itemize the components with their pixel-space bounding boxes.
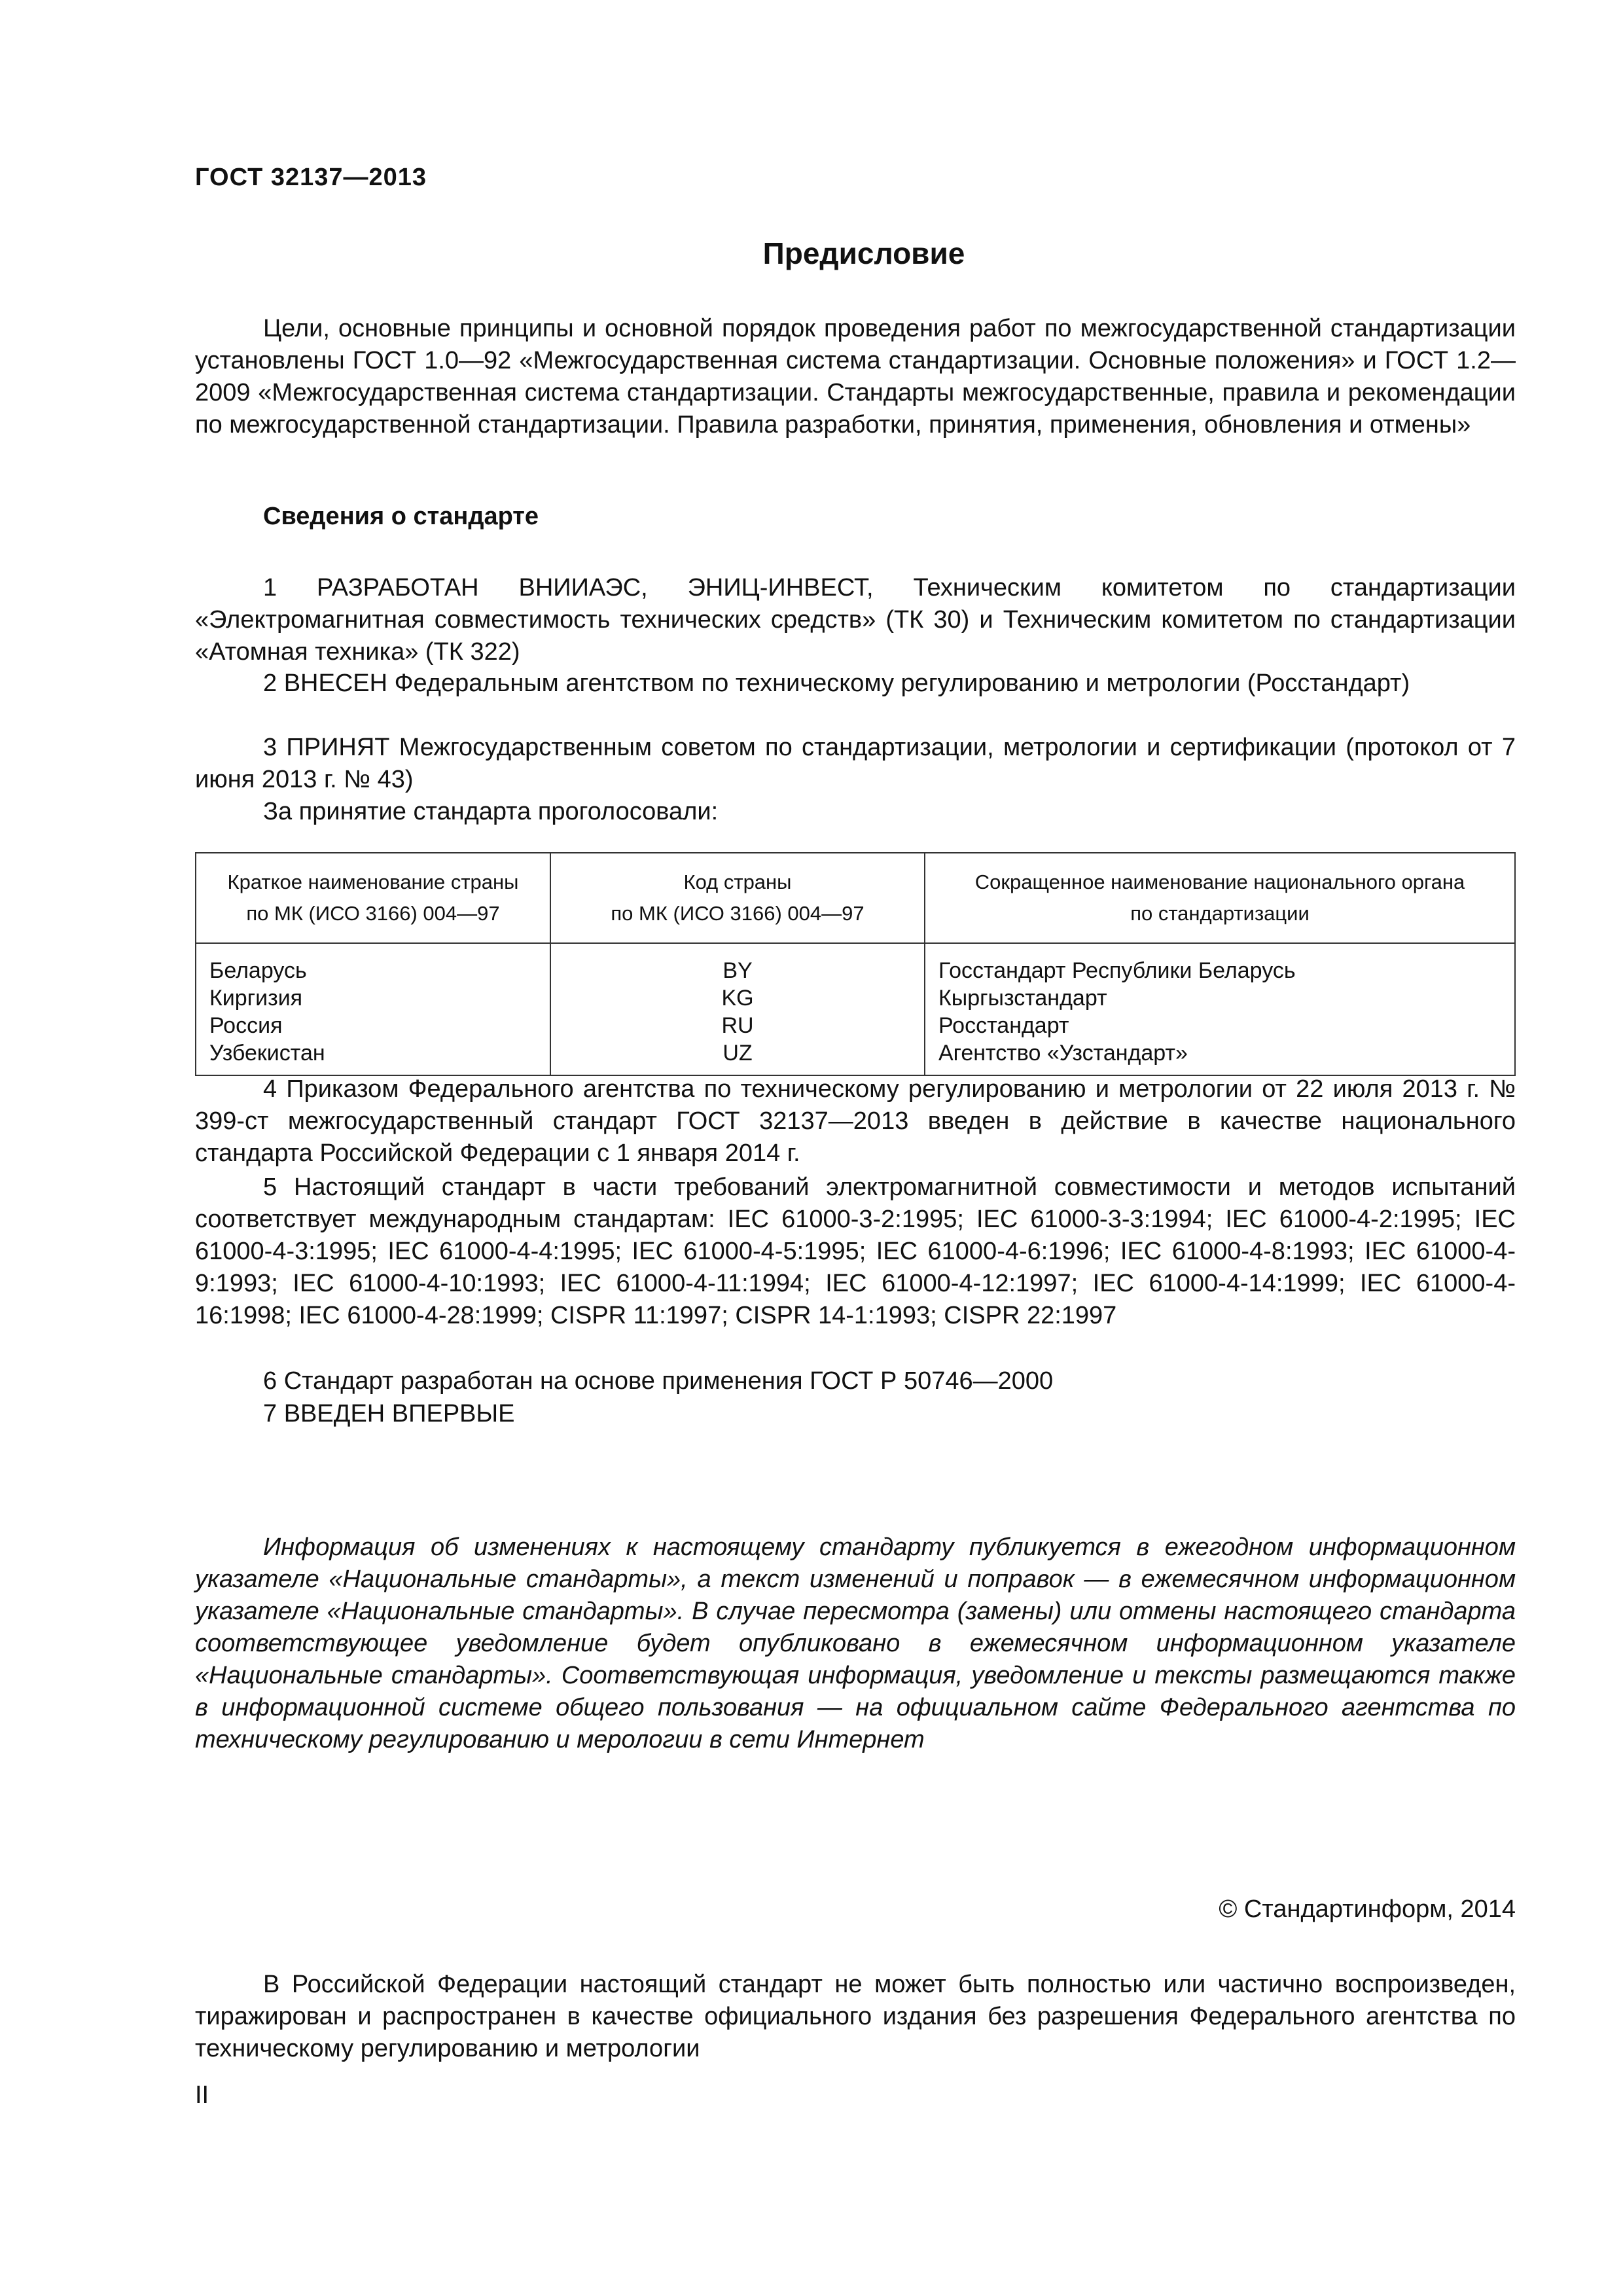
country-name: Узбекистан <box>209 1041 325 1066</box>
reproduction-rights-notice: В Российской Федерации настоящий стандарт не может быть полностью или частично воспроизведен, тиражирован и распространен в качестве официального издания без разрешения Федерального агентства по техническому регулированию и метрологии <box>195 1971 1516 2062</box>
country-code: UZ <box>722 1041 753 1066</box>
item-6-basis: 6 Стандарт разработан на основе применения ГОСТ Р 50746—2000 <box>263 1367 1054 1395</box>
table-row <box>196 943 1515 1075</box>
code-column <box>550 943 925 1075</box>
page-number: II <box>195 2081 209 2109</box>
table-header-row <box>196 853 1515 943</box>
item-1-developed: 1 РАЗРАБОТАН ВНИИАЭС, ЭНИЦ-ИНВЕСТ, Техническим комитетом по стандартизации «Электромагнитная совместимость технических средств» (ТК 30) и Техническим комитетом по стандартизации «Атомная техника» (ТК 322) <box>195 574 1516 666</box>
national-body-name: Агентство «Узстандарт» <box>938 1041 1188 1066</box>
intro-paragraph: Цели, основные принципы и основной порядок проведения работ по межгосударственной стандартизации установлены ГОСТ 1.0—92 «Межгосударственная система стандартизации. Основные положения» и ГОСТ 1.2—2009 «Межгосударственная система стандартизации. Стандарты межгосударственные, правила и рекомендации по межгосударственной стандартизации. Правила разработки, принятия, применения, обновления и отмены» <box>195 315 1516 439</box>
country-name: Беларусь <box>209 958 307 983</box>
national-body-column <box>925 943 1515 1075</box>
national-body-name: Росстандарт <box>938 1013 1069 1038</box>
country-code: BY <box>722 958 753 983</box>
header-national-body: Сокращенное наименование национального органа по стандартизации <box>925 853 1515 943</box>
vote-intro: За принятие стандарта проголосовали: <box>263 798 719 825</box>
item-5-compliance: 5 Настоящий стандарт в части требований электромагнитной совместимости и методов испытаний соответствует международным стандартам: IEC 61000-3-2:1995; IEC 61000-3-3:1994; IEC 61000-4-2:1995; IEC 61000-4-3:1995; IEC 61000-4-4:1995; IEC 61000-4-5:1995; IEC 61000-4-6:1996; IEC 61000-4-8:1993; IEC 61000-4-9:1993; IEC 61000-4-10:1993; IEC 61000-4-11:1994; IEC 61000-4-12:1997; IEC 61000-4-14:1999; IEC 61000-4-16:1998; IEC 61000-4-28:1999; CISPR 11:1997; CISPR 14-1:1993; CISPR 22:1997 <box>195 1174 1516 1329</box>
voting-countries-table <box>195 852 1516 1076</box>
country-name: Россия <box>209 1013 283 1038</box>
copyright-notice: © Стандартинформ, 2014 <box>1219 1895 1516 1923</box>
header-country-name: Краткое наименование страны по МК (ИСО 3166) 004—97 <box>196 853 550 943</box>
national-body-name: Госстандарт Республики Беларусь <box>938 958 1296 983</box>
section-heading: Сведения о стандарте <box>263 503 539 530</box>
country-code: KG <box>721 986 754 1011</box>
standard-code-header: ГОСТ 32137—2013 <box>195 164 427 191</box>
country-column <box>196 943 550 1075</box>
country-name: Киргизия <box>209 986 303 1011</box>
item-4-enacted: 4 Приказом Федерального агентства по техническому регулированию и метрологии от 22 июля 2013 г. № 399-ст межгосударственный стандарт ГОСТ 32137—2013 введен в действие в качестве национального стандарта Российской Федерации с 1 января 2014 г. <box>195 1075 1516 1167</box>
page-title: Предисловие <box>762 236 965 270</box>
header-country-code: Код страны по МК (ИСО 3166) 004—97 <box>550 853 925 943</box>
country-code: RU <box>721 1013 754 1038</box>
item-7-introduced: 7 ВВЕДЕН ВПЕРВЫЕ <box>263 1400 515 1427</box>
item-3-adopted: 3 ПРИНЯТ Межгосударственным советом по стандартизации, метрологии и сертификации (протокол от 7 июня 2013 г. № 43) <box>195 734 1516 793</box>
item-2-submitted: 2 ВНЕСЕН Федеральным агентством по техническому регулированию и метрологии (Росстандарт) <box>263 670 1410 697</box>
amendments-info-note: Информация об изменениях к настоящему стандарту публикуется в ежегодном информационном указателе «Национальные стандарты», а текст изменений и поправок — в ежемесячном информационном указателе «Национальные стандарты». В случае пересмотра (замены) или отмены настоящего стандарта соответствующее уведомление будет опубликовано в ежемесячном информационном указателе «Национальные стандарты». Соответствующая информация, уведомление и тексты размещаются также в информационной системе общего пользования — на официальном сайте Федерального агентства по техническому регулированию и мерологии в сети Интернет <box>195 1534 1516 1753</box>
national-body-name: Кыргызстандарт <box>938 986 1107 1011</box>
